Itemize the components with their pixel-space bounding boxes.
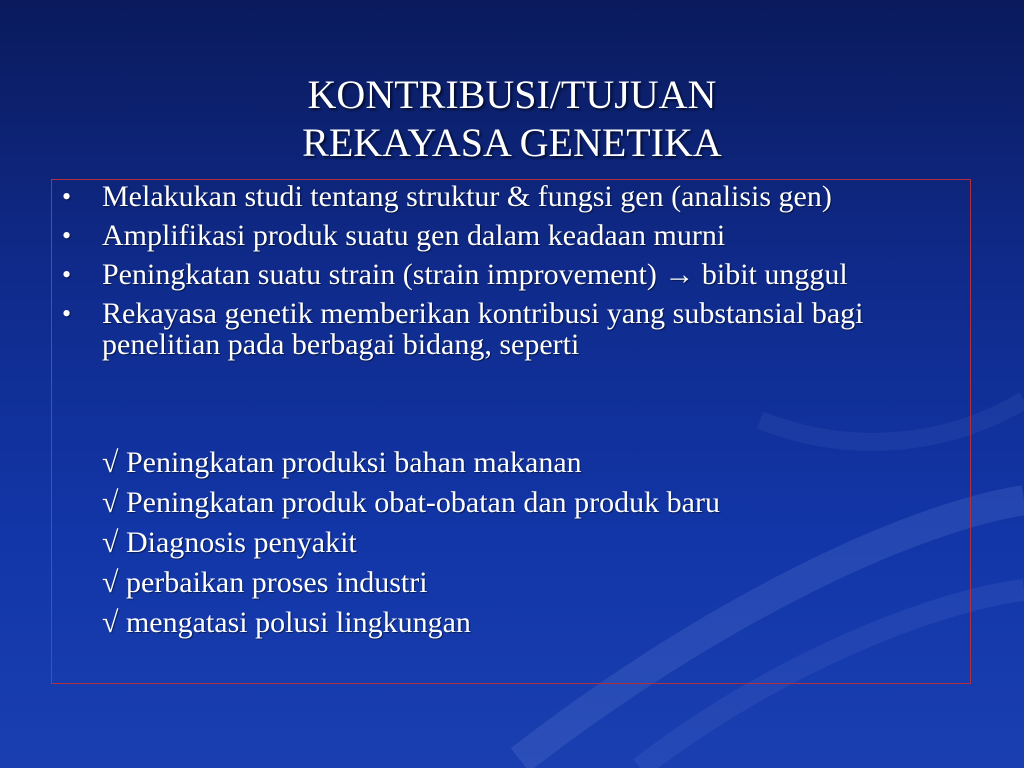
bullet-dot-icon: • (62, 221, 72, 250)
check-item: √ Peningkatan produksi bahan makanan (102, 446, 582, 479)
bullet-dot-icon: • (62, 299, 72, 328)
bullet-item (60, 220, 960, 251)
bullet-item (60, 259, 960, 290)
bullet-text: Rekayasa genetik memberikan kontribusi yang substansial bagi penelitian pada berbagai bidang, seperti (102, 297, 864, 361)
check-item: √ perbaikan proses industri (102, 566, 428, 599)
check-list (102, 443, 720, 643)
bullet-list (60, 181, 960, 368)
bullet-text: Melakukan studi tentang struktur & fungsi gen (analisis gen) (102, 180, 832, 213)
check-item: √ Diagnosis penyakit (102, 526, 357, 559)
bullet-text: Amplifikasi produk suatu gen dalam keadaan murni (102, 219, 726, 252)
bullet-text: Peningkatan suatu strain (strain improvement) → bibit unggul (102, 258, 848, 291)
bullet-item (60, 181, 960, 212)
slide-title (0, 71, 1024, 167)
bullet-item (60, 298, 960, 360)
check-item: √ mengatasi polusi lingkungan (102, 606, 471, 639)
slide-title-line-1: KONTRIBUSI/TUJUAN (307, 71, 717, 117)
bullet-dot-icon: • (62, 182, 72, 211)
bullet-dot-icon: • (62, 260, 72, 289)
check-item: √ Peningkatan produk obat-obatan dan produk baru (102, 486, 720, 519)
slide-title-line-2: REKAYASA GENETIKA (302, 119, 722, 165)
